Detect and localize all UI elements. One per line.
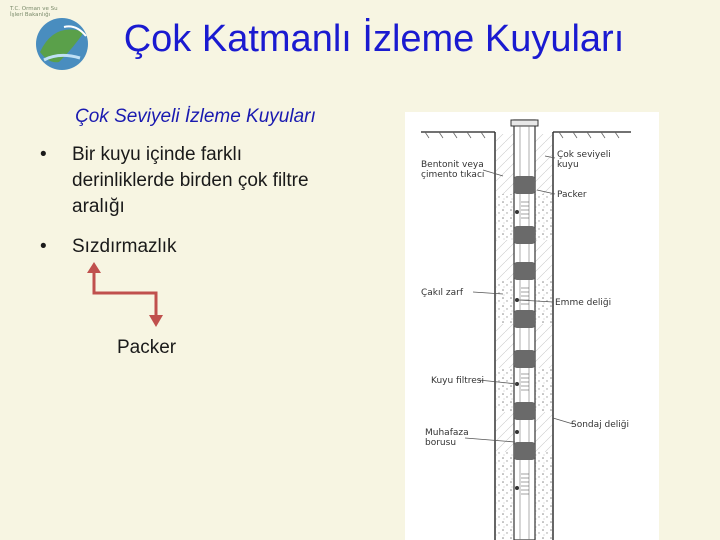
label-borehole: Sondaj deliği xyxy=(571,420,629,430)
multilevel-well-diagram xyxy=(405,112,659,540)
label-line: Çok seviyeli xyxy=(557,150,611,160)
packer-label: Packer xyxy=(117,337,177,358)
label-intake-port: Emme deliği xyxy=(555,298,612,308)
ministry-logo xyxy=(4,2,104,78)
label-casing xyxy=(425,428,469,448)
label-line: kuyu xyxy=(557,160,579,170)
label-gravel-pack: Çakıl zarf xyxy=(421,288,463,298)
label-well-screen: Kuyu filtresi xyxy=(431,376,484,386)
bullet-icon: • xyxy=(40,236,47,257)
label-line: borusu xyxy=(425,438,457,448)
label-multilevel-well xyxy=(557,150,611,170)
label-packer: Packer xyxy=(557,190,587,200)
bullet-icon: • xyxy=(40,144,47,165)
bullet-line: Bir kuyu içinde farklı xyxy=(72,144,243,165)
label-bentonite xyxy=(421,160,484,180)
label-line: Muhafaza xyxy=(425,428,469,438)
label-line: Bentonit veya xyxy=(421,160,484,170)
bullet-line: aralığı xyxy=(72,196,125,217)
bullet-line: Sızdırmazlık xyxy=(72,236,177,257)
bullet-text xyxy=(72,142,309,220)
logo-text: T.C. Orman ve Su İşleri Bakanlığı xyxy=(10,6,58,18)
slide-title: Çok Katmanlı İzleme Kuyuları xyxy=(123,18,625,60)
slide-subtitle: Çok Seviyeli İzleme Kuyuları xyxy=(75,106,316,127)
bullet-line: derinliklerde birden çok filtre xyxy=(72,170,309,191)
label-line: çimento tıkacı xyxy=(421,170,485,180)
elbow-arrow-icon xyxy=(80,255,170,335)
